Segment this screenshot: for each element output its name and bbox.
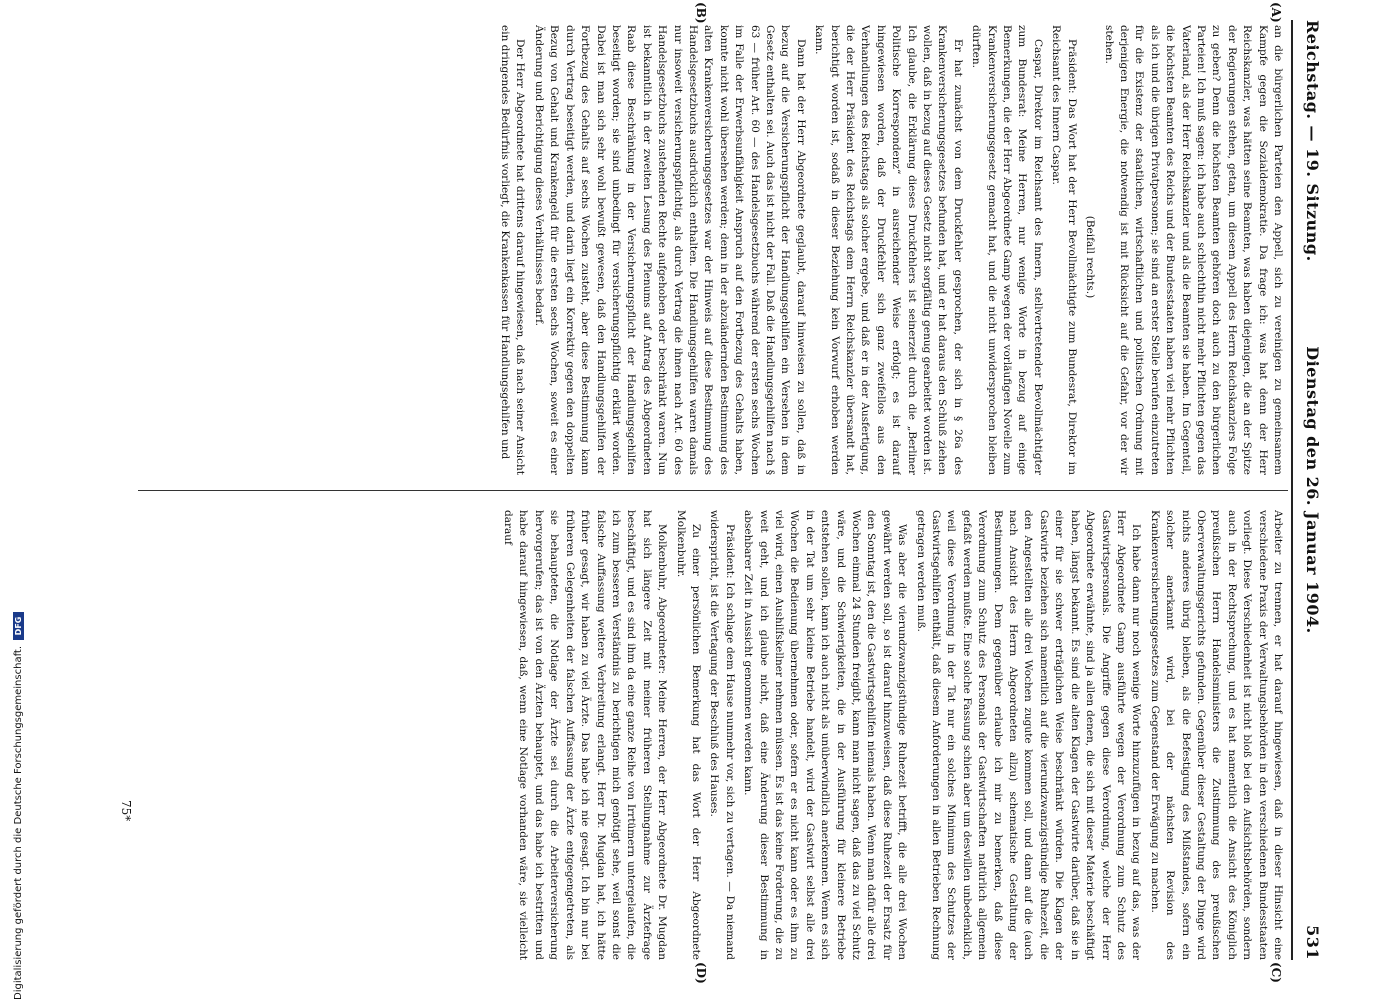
margin-marker-b: (B) [694,2,708,24]
paragraph: Präsident: Das Wort hat der Herr Bevollmächtigte zum Bundesrat, Direktor im Reichsamt des Innern Caspar. [1050,25,1078,475]
paragraph: Caspar, Direktor im Reichsamt des Innern, stellvertretender Bevollmächtigter zum Bundesrat: Meine Herren, nur wenige Worte in bezug auf einige Bemerkungen, die der Herr Abgeordnete Gamp wegen der vorläufigen Novelle zum Krankenversicherungsgesetz gemacht hat, und die nicht unwidersprochen bleiben dürften. [970,25,1044,475]
page-header [1298,20,1328,960]
credit-text: Digitalisierung gefördert durch die Deutsche Forschungsgemeinschaft. [13,645,24,1000]
left-column [125,25,1285,475]
margin-marker-d: (D) [694,962,708,984]
dfg-logo: DFG [13,612,24,640]
paragraph: Dann hat der Herr Abgeordnete geglaubt, darauf hinweisen zu sollen, daß in bezug auf die Versicherungspflicht der Handlungsgehilfen ein Versehen in dem Gesetz enthalten sei. Auch das ist nicht der Fall. Daß die Handlungsgehilfen nach § 63 — früher Art. 60 — des Handelsgesetzbuchs während der ersten sechs Wochen im Falle der Erwerbsunfähigkeit Anspruch auf den Fortbezug des Gehalts haben, konnte nicht wohl übersehen werden; denn in der abzuändernden Bestimmung des alten Krankenversicherungsgesetzes war der Hinweis auf diese Bestimmung des Handelsgesetzbuchs ausdrücklich enthalten. Die Handlungsgehilfen waren damals nur insoweit versicherungspflichtig, als durch Vertrag die ihnen nach Art. 60 des Handelsgesetzbuchs zustehenden Rechte aufgehoben oder beschränkt waren. Nun ist bekanntlich in der zweiten Lesung des Plenums auf Antrag des Abgeordneten Raab diese Beschränkung in der Versicherungspflicht der Handlungsgehilfen beseitigt worden; sie sind unbedingt für versicherungspflichtig erklärt worden. Dabei ist man sich sehr wohl bewußt gewesen, daß den Handlungsgehilfen der Fortbezug des Gehalts auf sechs Wochen zusteht, aber diese Bestimmung kann durch Vertrag beseitigt werden, und darin liegt ein Korrektiv gegen den doppelten Bezug von Gehalt und Krankengeld für die ersten sechs Wochen, soweit es einer Änderung und Berichtigung dieses Verhältnisses bedarf. [532,25,807,475]
applause-note: (Beifall rechts.) [1084,215,1097,299]
page-number: 531 [1303,925,1322,960]
header-date: Dienstag den 26. Januar 1904. [1303,346,1322,634]
header-rule [1291,20,1293,960]
paragraph: Der Herr Abgeordnete hat drittens darauf hingewiesen, daß nach seiner Ansicht ein dringendes Bedürfnis vorliegt, die Krankenkassen für Handlungsgehilfen und [499,25,527,475]
paragraph: Arbeiter zu trennen, er hat darauf hingewiesen, daß in dieser Hinsicht eine verschiedene Praxis der Verwaltungsbehörden in den verschiedenen Bundesstaaten vorliegt. Diese Verschiedenheit ist nicht bloß bei den Aufsichtsbehörden, sondern auch in der Rechtsprechung, und es hat namentlich die Ansicht des Königlich preußischen Herrn Handelsministers die Zustimmung des preußischen Oberverwaltungsgerichts gefunden. Gegenüber dieser Gestaltung der Dinge wird nichts anderes übrig bleiben, als die Befestigung des Mißstandes, sofern ein solcher anerkannt wird, bei der nächsten Revision des Krankenversicherungsgesetzes zum Gegenstand der Erwägung zu machen. [1148,510,1284,960]
paragraph: Präsident: Ich schlage dem Hause nunmehr vor, sich zu vertagen. — Da niemand widerspricht, ist die Vertagung der Beschluß des Hauses. [708,510,736,960]
paragraph: Ich habe dann nur noch wenige Worte hinzuzufügen in bezug auf das, was der Herr Abgeordnete Gamp ausführte wegen der Verordnung zum Schutz des Gastwirtspersonals. Die Angriffe gegen diese Verordnung, welche der Herr Abgeordnete erwähnte, sind ja allen denen, die sich mit dieser Materie beschäftigt haben, längst bekannt. Es sind die alten Klagen der Gastwirte darüber, daß sie in einer für sie schwer erträglichen Weise beschränkt würden. Die Klagen der Gastwirte beziehen sich namentlich auf die vierundzwanzigstündige Ruhezeit, die den Angestellten alle drei Wochen zugute kommen soll, und dann auf die (auch nach Ansicht des Herrn Abgeordneten allzu) schematische Gestaltung der Bestimmungen. Dem gegenüber erlaube ich mir zu bemerken, daß diese Verordnung zum Schutz des Personals der Gastwirtschaften natürlich allgemein gefaßt werden mußte. Eine solche Fassung schien aber um deswillen unbedenklich, weil diese Verordnung in der Tat nur ein solches Minimum des Schutzes der Gastwirtsgehilfen enthält, daß diesem Anforderungen in allen Betrieben Rechnung getragen werden muß. [914,510,1143,960]
paragraph: an die bürgerlichen Parteien den Appell, sich zu vereinigen zu gemeinsamem Kampfe gegen die Sozialdemokratie. Da frage ich: was hat denn der Herr Reichskanzler, was hätten seine Beamten, was haben diejenigen, die an der Spitze der Regierungen stehen, getan, um diesem Appell des Herrn Reichskanzlers Folge zu geben? Denn die höchsten Beamten gehören doch auch zu den bürgerlichen Parteien! Ich muß sagen: ich habe auch schlechthin nicht mehr Pflichten gegen das Vaterland, als der Herr Reichskanzler und als die Beamten sie haben. Im Gegenteil, die höchsten Beamten des Reichs und der Bundesstaaten haben viel mehr Pflichten als ich und die übrigen Privatpersonen; sie sind an erster Stelle berufen einzutreten für die Existenz der staatlichen, wirtschaftlichen und politischen Ordnung mit derjenigen Energie, die notwendig ist mit Rücksicht auf die Gefahr, vor der wir stehen. [1102,25,1284,475]
paragraph: Was aber die vierundzwanzigstündige Ruhezeit betrifft, die alle drei Wochen gewährt werden soll, so ist darauf hinzuweisen, daß diese Ruhezeit der Ersatz für den Sonntag ist, den die Gastwirtsgehilfen niemals haben. Wenn man dafür alle drei Wochen einmal 24 Stunden freigibt, kann man nicht sagen, daß das zu viel Schutz wäre, und die Schwierigkeiten, die in der Ausführung für kleinere Betriebe entstehen sollen, kann ich auch nicht als unüberwindlich anerkennen. Wenn es sich in der Tat um sehr kleine Betriebe handelt, wird der Gastwirt selbst alle drei Wochen die Bedienung übernehmen oder, sofern er es nicht kann oder es ihm zu viel wird, einen Aushilfskellner nehmen müssen. Es ist das keine Forderung, die zu weit geht, und ich glaube nicht, daß eine Änderung dieser Bestimmung in absehbarer Zeit in Aussicht genommen werden kann. [742,510,909,960]
margin-marker-a: (A) [1269,2,1283,23]
column-divider [138,490,1288,491]
digitization-credit [1,0,24,1000]
right-column [125,510,1285,960]
paragraph: Er hat zunächst von dem Druckfehler gesprochen, der sich in § 26a des Krankenversicherungsgesetzes befunden hat, und er hat daraus den Schluß ziehen wollen, daß in bezug auf dieses Gesetz nicht sorgfältig genug gearbeitet worden ist. Ich glaube, die Erklärung dieses Druckfehlers ist seinerzeit durch die „Berliner Politische Korrespondenz“ in ausreichender Weise erfolgt; es ist darauf hingewiesen worden, daß der Druckfehler sich ganz zweifellos aus den Verhandlungen des Reichstags als solcher ergebe, und daß er in der Ausfertigung, die der Herr Präsident des Reichstags dem Herrn Reichskanzler übersandt hat, berichtigt worden ist, sodaß in dieser Beziehung kein Vorwurf erhoben werden kann. [813,25,964,475]
paragraph: Zu einer persönlichen Bemerkung hat das Wort der Herr Abgeordnete Molkenbuhr. [674,510,702,960]
header-left: Reichstag. — 19. Sitzung. [1303,20,1322,262]
margin-marker-c: (C) [1269,962,1283,983]
paragraph: Molkenbuhr, Abgeordneter: Meine Herren, der Herr Abgeordnete Dr. Mugdan hat sich längere Zeit mit meiner früheren Stellungnahme zur Ärztefrage beschäftigt, und es sind ihm da eine ganze Reihe von Irrtümern untergelaufen, die ich zum besseren Verständnis zu berichtigen mich genötigt sehe, weil sonst die falsche Auffassung weitere Verbreitung erlangt. Herr Dr. Mugdan hat, ich hätte früher gesagt, wir haben zu viel Ärzte. Das habe ich nie gesagt. Ich bin nur bei früheren Gelegenheiten der falschen Auffassung der Ärzte entgegengetreten, als sie behaupteten, die Notlage der Ärzte sei durch die Arbeiterversicherung hervorgerufen; das ist von den Ärzten behauptet, und das habe ich bestritten und habe darauf hingewiesen, daß, wenn eine Notlage vorhanden wäre, sie vielleicht darauf [502,510,669,960]
signature-mark: 75* [119,800,133,822]
